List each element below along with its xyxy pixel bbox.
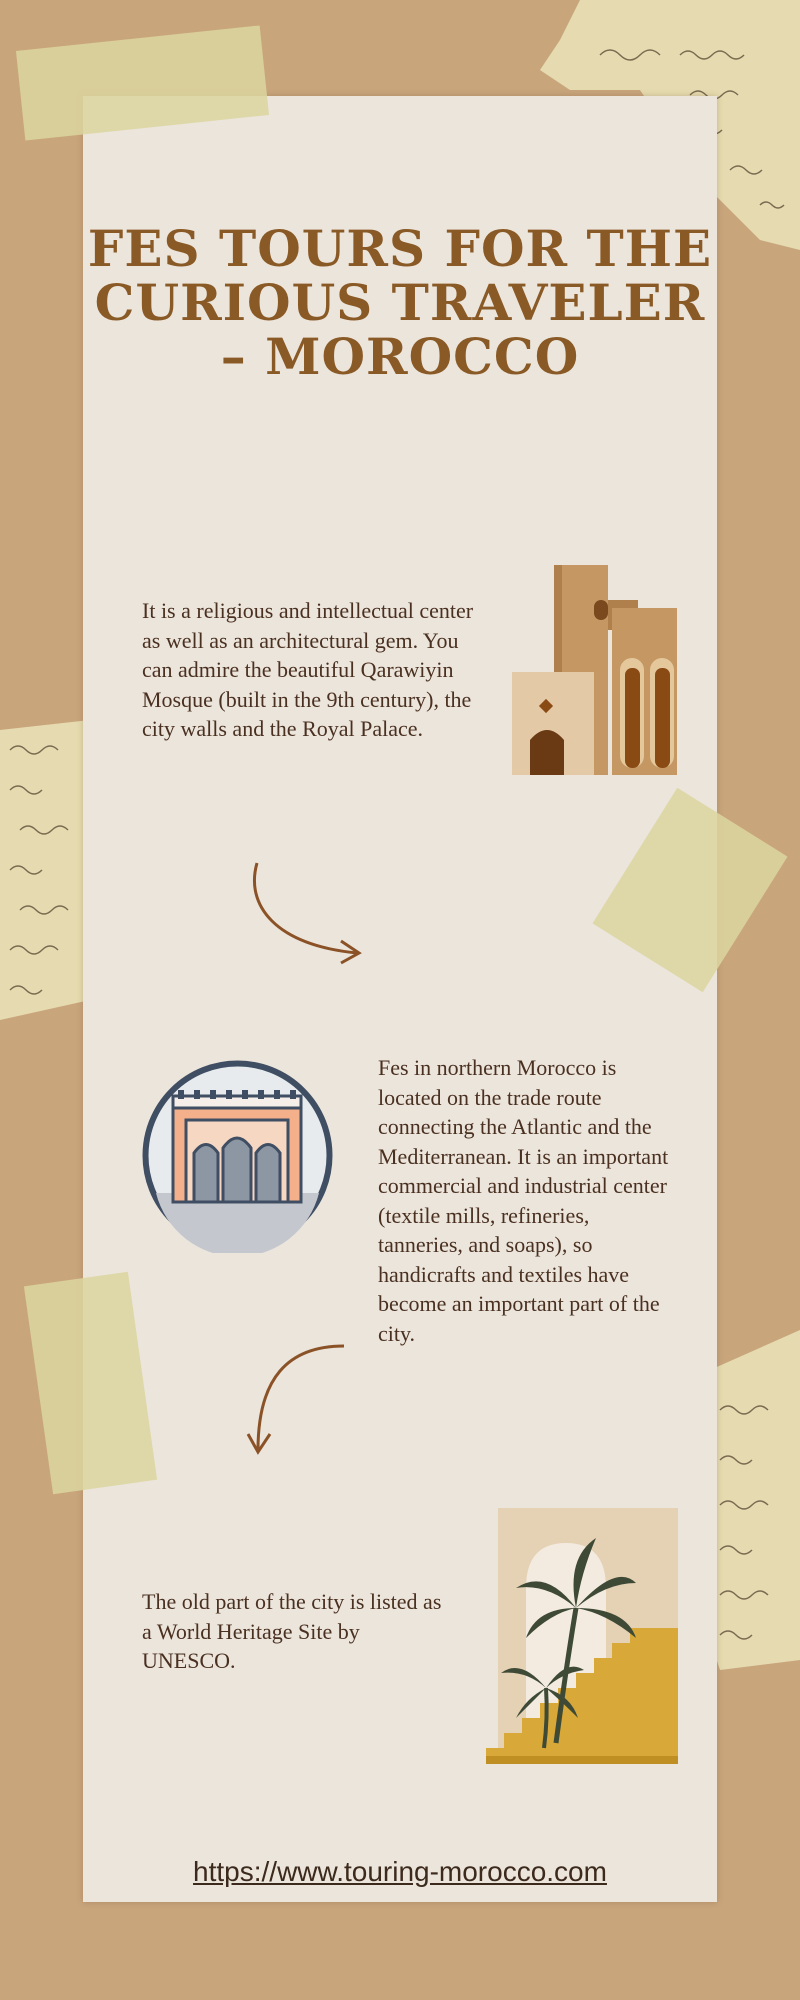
section-3-text: The old part of the city is listed as a World Heritage Site by UNESCO. <box>142 1589 442 1673</box>
section-2-text: Fes in northern Morocco is located on the trade route connecting the Atlantic and the Mediterranean. It is an important commercial and industrial center (textile mills, refineries, tanneries, and soaps), so handicrafts and textiles have become an important part of the city. <box>378 1055 669 1346</box>
palm-stairs-icon <box>486 1508 678 1764</box>
section-1-text: It is a religious and intellectual center as well as an architectural gem. You can admire the beautiful Qarawiyin Mosque (built in the 9th century), the city walls and the Royal Palace. <box>142 598 474 741</box>
curved-arrow-down-right-icon <box>245 855 365 965</box>
website-link[interactable]: https://www.touring-morocco.com <box>193 1856 607 1887</box>
page-title: FES TOURS FOR THE CURIOUS TRAVELER – MOROCCO <box>87 219 713 386</box>
curved-arrow-down-left-icon <box>238 1338 350 1458</box>
palace-gate-icon <box>140 1058 335 1253</box>
moroccan-building-icon <box>512 560 682 780</box>
